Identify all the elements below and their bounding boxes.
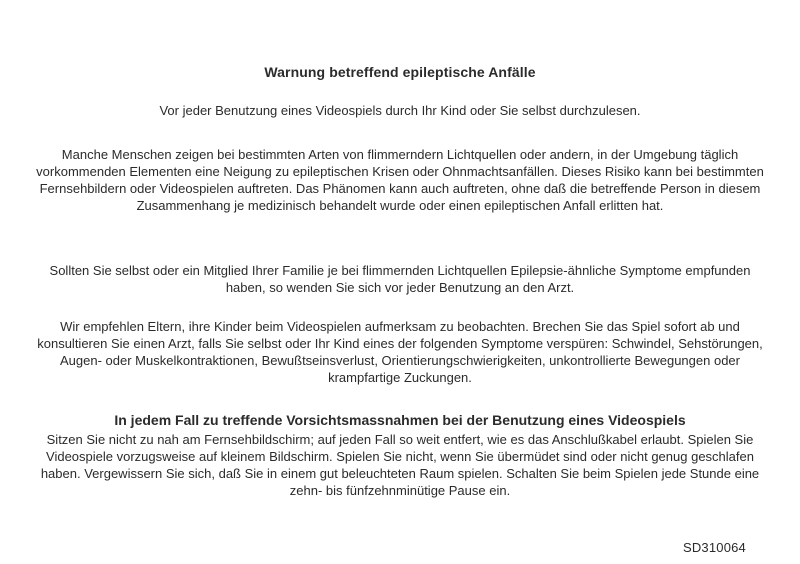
warning-title: Warnung betreffend epileptische Anfälle	[264, 64, 536, 80]
warning-paragraph-parents: Wir empfehlen Eltern, ihre Kinder beim Videospielen aufmerksam zu beobachten. Brechen Sie das Spiel sofort ab und konsultieren Sie einen Arzt, falls Sie selbst oder Ihr Kind eines der folgenden Symptome verspüren: Schwindel, Sehstörungen, Augen- oder Muskelkontraktionen, Bewußtseinsverlust, Orientierungschwierigkeiten, unkontrollierte Bewegungen oder krampfartige Zuckungen.	[37, 319, 763, 385]
warning-subtitle: Vor jeder Benutzung eines Videospiels durch Ihr Kind oder Sie selbst durchzulesen.	[159, 103, 641, 118]
precautions-title: In jedem Fall zu treffende Vorsichtsmassnahmen bei der Benutzung eines Videospiels	[114, 412, 686, 428]
precautions-text: Sitzen Sie nicht zu nah am Fernsehbildschirm; auf jeden Fall so weit entfert, wie es das Anschlußkabel erlaubt. Spielen Sie Videospiele vorzugsweise auf kleinem Bildschirm. Spielen Sie nicht, wenn Sie übermüdet sind oder nicht genug geschlafen haben. Vergewissern Sie sich, daß Sie in einem gut beleuchteten Raum spielen. Schalten Sie beim Spielen jede Stunde eine zehn- bis fünfzehnminütige Pause ein.	[40, 432, 760, 498]
warning-paragraph-family: Sollten Sie selbst oder ein Mitglied Ihrer Familie je bei flimmernden Lichtquellen Epilepsie-ähnliche Symptome empfunden haben, so wenden Sie sich vor jeder Benutzung an den Arzt.	[49, 263, 751, 295]
document-code: SD310064	[682, 540, 746, 555]
warning-paragraph-risk: Manche Menschen zeigen bei bestimmten Arten von flimmerndern Lichtquellen oder andern, in der Umgebung täglich vorkommenden Elementen eine Neigung zu epileptischen Krisen oder Ohnmachtsanfällen. Dieses Risiko kann bei bestimmten Fernsehbildern oder Videospielen auftreten. Das Phänomen kann auch auftreten, ohne daß die betreffende Person in diesem Zusammenhang je medizinisch behandelt wurde oder einen epileptischen Anfall erlitten hat.	[36, 147, 764, 213]
